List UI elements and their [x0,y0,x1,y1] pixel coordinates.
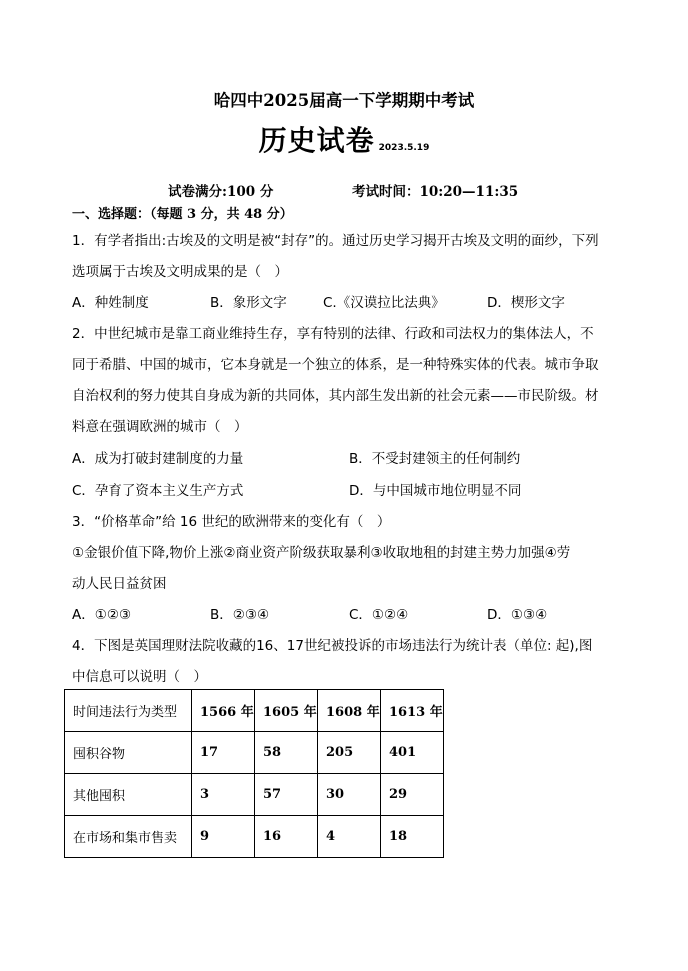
q3-line3: 动人民日益贫困 [72,576,167,592]
table-cell: 401 [381,732,444,774]
table-cell: 58 [255,732,318,774]
table-cell: 9 [192,816,255,858]
q2-line1: 2．中世纪城市是靠工商业维持生存，享有特别的法律、行政和司法权力的集体法人，不 [72,326,594,342]
table-header-cell: 1608 年 [318,690,381,732]
table-cell: 205 [318,732,381,774]
table-header-cell: 1566 年 [192,690,255,732]
q3-option-a: A．①②③ [72,607,132,623]
table-cell: 29 [381,774,444,816]
q2-option-c: C．孕育了资本主义生产方式 [72,483,244,499]
q2-line3: 自治权利的努力使其自身成为新的共同体，其内部生发出新的社会元素——市民阶级。材 [72,388,599,404]
q2-line2: 同于希腊、中国的城市，它本身就是一个独立的体系，是一种特殊实体的代表。城市争取 [72,357,599,373]
q4-line1: 4．下图是英国理财法院收藏的16、17世纪被投诉的市场违法行为统计表（单位: 起),图 [72,638,593,654]
table-header-cell: 1613 年 [381,690,444,732]
q4-line2: 中信息可以说明（ ） [72,669,207,685]
table-header-cell: 1605 年 [255,690,318,732]
full-score: 试卷满分:100 分 [168,184,274,200]
q2-option-a: A．成为打破封建制度的力量 [72,451,244,467]
table-cell: 其他囤积 [65,774,192,816]
table-cell: 在市场和集市售卖 [65,816,192,858]
q2-option-d: D．与中国城市地位明显不同 [349,483,522,499]
q1-option-d: D．楔形文字 [487,295,565,311]
table-row [65,774,444,816]
q3-option-c: C．①②④ [349,607,409,623]
school-exam-heading: 哈四中2025届高一下学期期中考试 [213,91,475,110]
q1-line1: 1．有学者指出:古埃及的文明是被“封存”的。通过历史学习揭开古埃及文明的面纱，下列 [72,233,599,249]
table-row [65,732,444,774]
section-heading: 一、选择题：（每题 3 分，共 48 分） [72,207,293,222]
violations-table [64,689,444,858]
table-cell: 57 [255,774,318,816]
q3-line2: ①金银价值下降,物价上涨②商业资产阶级获取暴利③收取地租的封建主势力加强④劳 [72,545,571,561]
table-cell: 17 [192,732,255,774]
table-cell: 16 [255,816,318,858]
table-cell: 囤积谷物 [65,732,192,774]
table-header-cell: 时间违法行为类型 [65,690,192,732]
q1-option-c: C.《汉谟拉比法典》 [323,295,445,311]
q3-option-d: D．①③④ [487,607,548,623]
title-block [0,119,688,159]
q2-line4: 料意在强调欧洲的城市（ ） [72,419,248,435]
exam-date: 2023.5.19 [378,143,430,153]
table-row [65,816,444,858]
q3-line1: 3．“价格革命”给 16 世纪的欧洲带来的变化有（ ） [72,514,391,530]
q3-option-b: B．②③④ [210,607,270,623]
q1-option-b: B．象形文字 [210,295,287,311]
q2-option-b: B．不受封建领主的任何制约 [349,451,521,467]
q1-option-a: A．种姓制度 [72,295,149,311]
table-cell: 3 [192,774,255,816]
table-cell: 4 [318,816,381,858]
table-header-row [65,690,444,732]
table-cell: 30 [318,774,381,816]
exam-title: 历史试卷 [258,124,375,157]
table-cell: 18 [381,816,444,858]
q1-line2: 选项属于古埃及文明成果的是（ ） [72,264,288,280]
exam-time: 考试时间：10:20—11:35 [352,184,519,200]
